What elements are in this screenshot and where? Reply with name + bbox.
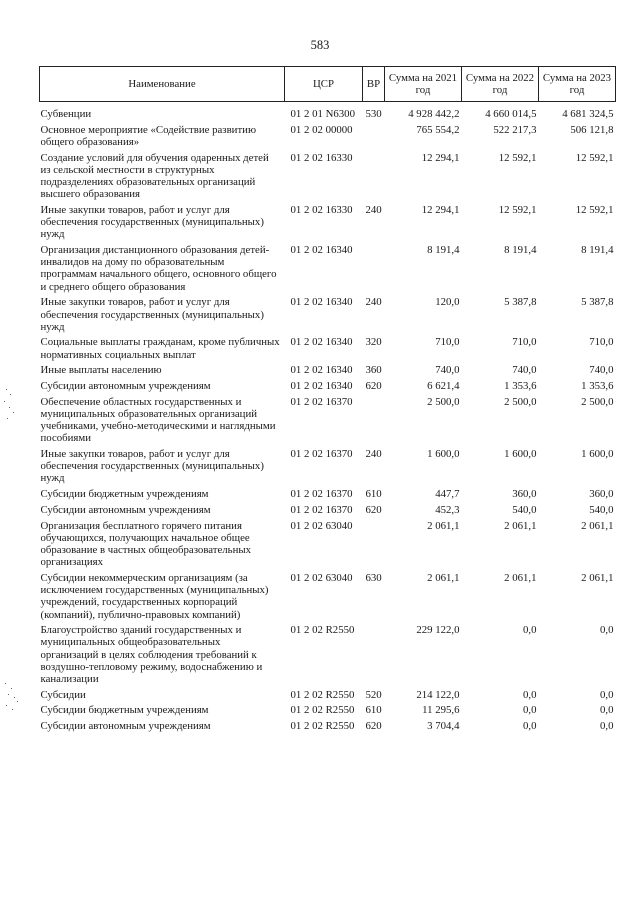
row-vr [363, 124, 385, 152]
header-sum-2023: Сумма на 2023 год [539, 67, 616, 102]
row-name: Организация дистанционного образования детей-инвалидов на дому по образовательным программам начального общего, основного общего и среднего общего образования [40, 244, 277, 293]
row-csr: 01 2 02 16330 [290, 203, 353, 216]
row-sum-2022: 2 061,1 [504, 571, 537, 584]
row-csr: 01 2 02 16340 [290, 380, 353, 393]
row-name: Субсидии некоммерческим организациям (за исключением государственных (муниципальных) учреждений, государственных корпораций (компаний), публично-правовых компаний) [40, 571, 269, 621]
row-sum-2022: 0,0 [523, 624, 537, 637]
row-sum-2023: 540,0 [589, 503, 614, 516]
row-name: Благоустройство зданий государственных и муниципальных общеобразовательных организаций в целях соблюдения требований к воздушно-тепловому режиму, водоснабжению и канализации [40, 624, 263, 686]
row-sum-2021: 740,0 [435, 364, 460, 377]
row-csr: 01 2 02 16340 [290, 364, 353, 377]
row-vr: 360 [365, 364, 382, 377]
table-row [40, 380, 616, 396]
row-sum-2021: 452,3 [435, 503, 460, 516]
row-sum-2022: 5 387,8 [504, 296, 537, 309]
table-row [40, 396, 616, 448]
row-csr: 01 2 01 N6300 [290, 108, 355, 120]
table-row [40, 488, 616, 504]
table-row [40, 624, 616, 689]
row-sum-2023: 2 061,1 [581, 519, 614, 532]
page-number: 583 [310, 38, 330, 52]
row-sum-2022: 710,0 [512, 336, 537, 349]
row-sum-2023: 0,0 [600, 704, 614, 717]
row-sum-2021: 11 295,6 [422, 704, 460, 717]
row-sum-2023: 710,0 [589, 336, 614, 349]
row-csr: 01 2 02 16370 [290, 488, 353, 501]
row-vr: 520 [365, 688, 382, 701]
row-name: Субсидии автономным учреждениям [40, 503, 211, 516]
row-csr: 01 2 02 16340 [290, 336, 353, 349]
row-name: Субсидии автономным учреждениям [40, 380, 211, 393]
row-csr: 01 2 02 R2550 [290, 704, 355, 717]
row-sum-2021: 447,7 [435, 488, 460, 501]
row-vr [363, 244, 385, 296]
budget-table [39, 66, 616, 736]
table-row [40, 720, 616, 736]
row-name: Социальные выплаты гражданам, кроме публичных нормативных социальных выплат [40, 336, 280, 361]
row-vr: 240 [365, 296, 382, 309]
table-row [40, 364, 616, 380]
row-sum-2023: 506 121,8 [570, 123, 614, 136]
row-vr: 620 [365, 503, 382, 516]
row-sum-2021: 12 294,1 [421, 203, 460, 216]
table-row [40, 296, 616, 336]
table-row [40, 102, 616, 124]
row-sum-2021: 765 554,2 [416, 123, 460, 136]
row-name: Иные закупки товаров, работ и услуг для обеспечения государственных (муниципальных) нужд [40, 203, 264, 241]
row-vr: 610 [365, 488, 382, 501]
table-row [40, 704, 616, 720]
row-csr: 01 2 02 63040 [290, 571, 353, 584]
row-name: Субсидии бюджетным учреждениям [40, 704, 209, 717]
row-name: Организация бесплатного горячего питания обучающихся, получающих начальное общее образование в частных общеобразовательных организациях [40, 519, 252, 569]
row-vr [363, 520, 385, 572]
row-sum-2021: 120,0 [435, 296, 460, 309]
row-vr: 240 [365, 203, 382, 216]
row-sum-2022: 12 592,1 [498, 151, 537, 164]
row-sum-2022: 12 592,1 [498, 203, 537, 216]
row-sum-2023: 2 500,0 [581, 395, 614, 408]
header-sum-2021: Сумма на 2021 год [385, 67, 462, 102]
row-sum-2023: 8 191,4 [581, 244, 614, 257]
row-name: Субсидии бюджетным учреждениям [40, 488, 209, 501]
table-row [40, 572, 616, 624]
row-vr: 610 [365, 704, 382, 717]
header-csr: ЦСР [285, 67, 363, 102]
row-vr: 530 [365, 108, 382, 120]
row-csr: 01 2 02 R2550 [290, 688, 355, 701]
row-name: Субсидии [40, 688, 86, 701]
row-sum-2022: 0,0 [523, 720, 537, 733]
row-csr: 01 2 02 R2550 [290, 624, 355, 637]
row-sum-2023: 1 600,0 [581, 448, 614, 461]
row-sum-2022: 2 061,1 [504, 519, 537, 532]
row-sum-2022: 740,0 [512, 364, 537, 377]
row-sum-2021: 1 600,0 [427, 448, 460, 461]
scan-edge-marks [0, 385, 28, 725]
row-name: Создание условий для обучения одаренных детей из сельской местности в структурных подразделениях образовательных организаций высшего образования [40, 151, 269, 201]
row-csr: 01 2 02 63040 [290, 519, 353, 532]
table-row [40, 152, 616, 204]
row-name: Основное мероприятие «Содействие развитию общего образования» [40, 123, 257, 148]
table-header [40, 67, 616, 102]
row-sum-2021: 8 191,4 [427, 244, 460, 257]
table-row [40, 204, 616, 244]
row-sum-2021: 2 500,0 [427, 395, 460, 408]
row-csr: 01 2 02 16370 [290, 503, 353, 516]
table-body [40, 102, 616, 736]
row-sum-2022: 0,0 [523, 688, 537, 701]
row-sum-2023: 4 681 324,5 [562, 108, 614, 120]
row-sum-2021: 12 294,1 [421, 151, 460, 164]
row-csr: 01 2 02 16370 [290, 395, 353, 408]
row-csr: 01 2 02 16370 [290, 448, 353, 461]
row-sum-2021: 2 061,1 [427, 519, 460, 532]
row-name: Иные закупки товаров, работ и услуг для обеспечения государственных (муниципальных) нужд [40, 448, 264, 485]
row-sum-2022: 1 600,0 [504, 448, 537, 461]
row-sum-2021: 214 122,0 [416, 688, 460, 701]
row-sum-2021: 229 122,0 [416, 624, 460, 637]
table-row [40, 448, 616, 488]
row-name: Субсидии автономным учреждениям [40, 720, 211, 733]
row-sum-2023: 1 353,6 [581, 380, 614, 393]
row-vr: 320 [365, 336, 382, 349]
row-name: Иные выплаты населению [40, 364, 162, 377]
row-sum-2022: 0,0 [523, 704, 537, 717]
row-sum-2022: 540,0 [512, 503, 537, 516]
row-sum-2023: 0,0 [600, 688, 614, 701]
row-name: Обеспечение областных государственных и муниципальных образовательных организаций учебниками, учебно-методическими и наглядными пособиями [40, 395, 276, 445]
row-name: Иные закупки товаров, работ и услуг для обеспечения государственных (муниципальных) нужд [40, 296, 264, 333]
table-row [40, 336, 616, 364]
row-sum-2022: 1 353,6 [504, 380, 537, 393]
table-row [40, 244, 616, 296]
row-sum-2022: 2 500,0 [504, 395, 537, 408]
header-sum-2022: Сумма на 2022 год [462, 67, 539, 102]
row-sum-2023: 360,0 [589, 488, 614, 501]
row-csr: 01 2 02 R2550 [290, 720, 355, 733]
row-sum-2021: 2 061,1 [427, 571, 460, 584]
row-csr: 01 2 02 16340 [290, 244, 353, 257]
row-sum-2023: 740,0 [589, 364, 614, 377]
row-vr [363, 396, 385, 448]
row-sum-2023: 0,0 [600, 720, 614, 733]
row-sum-2023: 2 061,1 [581, 571, 614, 584]
row-sum-2021: 6 621,4 [427, 380, 460, 393]
table-row [40, 689, 616, 705]
row-csr: 01 2 02 16340 [290, 296, 353, 309]
row-sum-2022: 360,0 [512, 488, 537, 501]
table-row [40, 124, 616, 152]
row-sum-2021: 710,0 [435, 336, 460, 349]
row-vr [363, 624, 385, 689]
row-sum-2022: 4 660 014,5 [485, 108, 537, 120]
row-sum-2022: 8 191,4 [504, 244, 537, 257]
row-sum-2021: 3 704,4 [427, 720, 460, 733]
table-row [40, 520, 616, 572]
row-vr: 240 [365, 448, 382, 461]
header-vr: ВР [363, 67, 385, 102]
row-sum-2021: 4 928 442,2 [408, 108, 460, 120]
row-sum-2023: 0,0 [600, 624, 614, 637]
row-vr: 620 [365, 380, 382, 393]
row-name: Субвенции [40, 108, 92, 120]
row-vr [363, 152, 385, 204]
row-vr: 630 [365, 571, 382, 584]
row-sum-2023: 5 387,8 [581, 296, 614, 309]
row-sum-2022: 522 217,3 [493, 123, 537, 136]
row-vr: 620 [365, 720, 382, 733]
row-sum-2023: 12 592,1 [575, 203, 614, 216]
table-row [40, 504, 616, 520]
header-name: Наименование [40, 67, 285, 102]
row-csr: 01 2 02 00000 [290, 123, 353, 136]
row-csr: 01 2 02 16330 [290, 151, 353, 164]
row-sum-2023: 12 592,1 [575, 151, 614, 164]
